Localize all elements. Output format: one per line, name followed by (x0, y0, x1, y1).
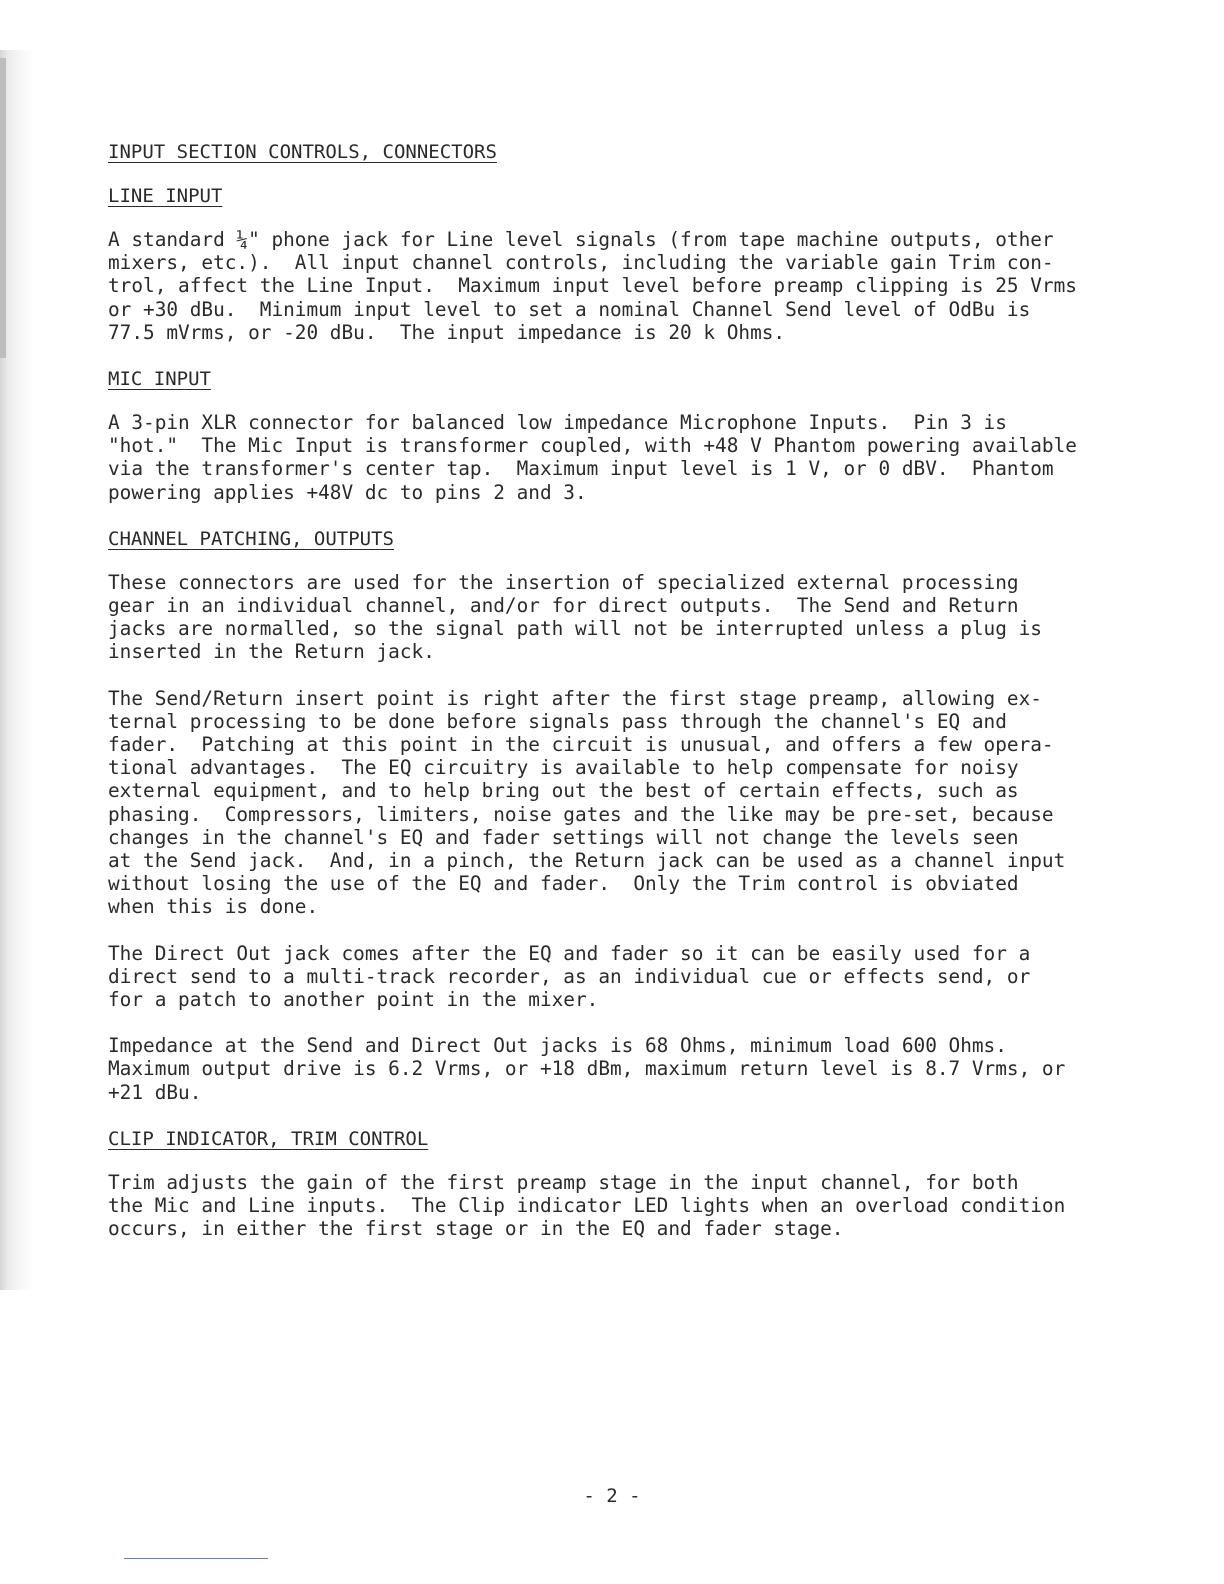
text-line: inserted in the Return jack. (108, 640, 435, 664)
text-line: or +30 dBu. Minimum input level to set a nominal Channel Send level of OdBu is (108, 297, 1031, 321)
text-line: A standard ¼" phone jack for Line level signals (from tape machine outputs, other (108, 228, 1054, 251)
text-line: Trim adjusts the gain of the first preamp stage in the input channel, for both (108, 1170, 1019, 1194)
section-input-controls (108, 140, 1108, 164)
section-heading: MIC INPUT (108, 368, 211, 391)
text-line: direct send to a multi-track recorder, as an individual cue or effects send, or (108, 964, 1031, 988)
text-line: via the transformer's center tap. Maximum input level is 1 V, or 0 dBV. Phantom (108, 457, 1054, 481)
section-channel-patching (108, 527, 1108, 1104)
text-line: A 3-pin XLR connector for balanced low impedance Microphone Inputs. Pin 3 is (108, 411, 1007, 435)
section-heading: INPUT SECTION CONTROLS, CONNECTORS (108, 141, 497, 163)
text-line: external equipment, and to help bring out the best of certain effects, such as (108, 779, 1019, 803)
text-line: ternal processing to be done before signals pass through the channel's EQ and (108, 709, 1007, 733)
footer-rule (124, 1558, 268, 1559)
text-line: Maximum output drive is 6.2 Vrms, or +18 dBm, maximum return level is 8.7 Vrms, or (108, 1057, 1066, 1081)
text-line: without losing the use of the EQ and fader. Only the Trim control is obviated (108, 872, 1019, 896)
text-line: powering applies +48V dc to pins 2 and 3. (108, 480, 587, 504)
text-line: The Direct Out jack comes after the EQ and fader so it can be easily used for a (108, 941, 1031, 965)
text-line: Impedance at the Send and Direct Out jacks is 68 Ohms, minimum load 600 Ohms. (108, 1034, 1007, 1058)
text-line: for a patch to another point in the mixer. (108, 988, 599, 1012)
text-line: fader. Patching at this point in the circuit is unusual, and offers a few opera- (108, 733, 1054, 757)
paragraph (108, 687, 1108, 919)
section-heading: LINE INPUT (108, 185, 223, 207)
text-line: These connectors are used for the insertion of specialized external processing (108, 570, 1019, 594)
text-line: changes in the channel's EQ and fader settings will not change the levels seen (108, 825, 1019, 849)
paragraph (108, 571, 1108, 664)
section-line-input (108, 184, 1108, 344)
paragraph (108, 411, 1108, 504)
section-mic-input (108, 367, 1108, 504)
page-number: - 2 - (583, 1485, 641, 1507)
text-line: The Send/Return insert point is right after the first stage preamp, allowing ex- (108, 686, 1042, 710)
text-line: when this is done. (108, 895, 319, 919)
section-heading: CHANNEL PATCHING, OUTPUTS (108, 527, 394, 550)
text-line: the Mic and Line inputs. The Clip indicator LED lights when an overload condition (108, 1194, 1066, 1218)
paragraph (108, 228, 1108, 344)
section-clip-trim (108, 1127, 1108, 1241)
paragraph (108, 1034, 1108, 1104)
document-body (108, 140, 1108, 1264)
paragraph (108, 942, 1108, 1012)
scan-edge-dark-strip (0, 58, 6, 358)
text-line: gear in an individual channel, and/or for direct outputs. The Send and Return (108, 594, 1019, 618)
text-line: +21 dBu. (108, 1080, 202, 1104)
text-line: 77.5 mVrms, or -20 dBu. The input impedance is 20 k Ohms. (108, 320, 786, 344)
paragraph (108, 1171, 1108, 1241)
text-line: at the Send jack. And, in a pinch, the Return jack can be used as a channel input (108, 849, 1066, 873)
text-line: occurs, in either the first stage or in the EQ and fader stage. (108, 1217, 844, 1241)
text-line: jacks are normalled, so the signal path will not be interrupted unless a plug is (108, 617, 1042, 641)
text-line: trol, affect the Line Input. Maximum input level before preamp clipping is 25 Vrms (108, 274, 1077, 298)
text-line: "hot." The Mic Input is transformer coupled, with +48 V Phantom powering available (108, 434, 1077, 458)
text-line: tional advantages. The EQ circuitry is available to help compensate for noisy (108, 756, 1019, 780)
text-line: mixers, etc.). All input channel controls, including the variable gain Trim con- (108, 251, 1054, 275)
section-heading: CLIP INDICATOR, TRIM CONTROL (108, 1127, 429, 1150)
text-line: phasing. Compressors, limiters, noise gates and the like may be pre-set, because (108, 802, 1054, 826)
